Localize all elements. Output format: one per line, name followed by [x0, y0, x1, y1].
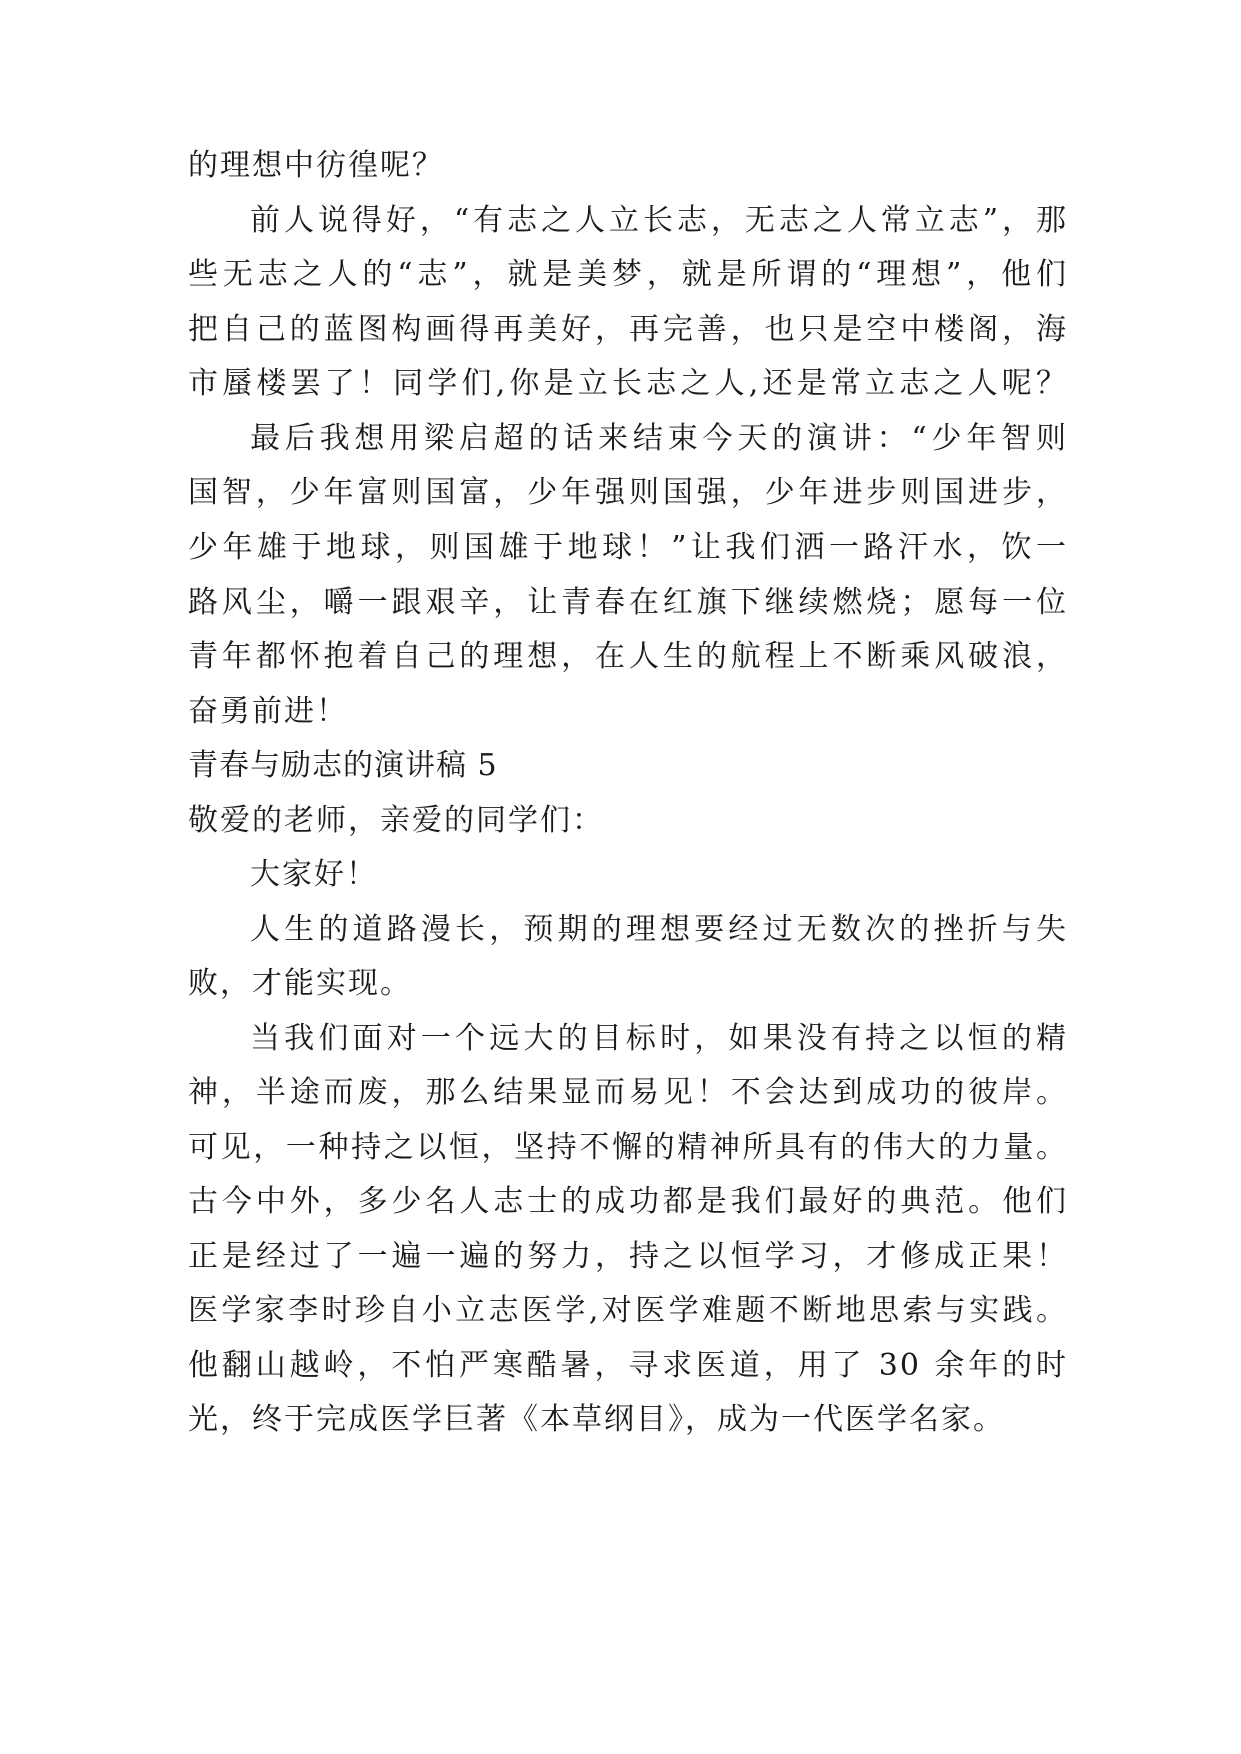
paragraph-line: 前人说得好，“有志之人立长志，无志之人常立志”，那 — [250, 203, 1068, 238]
paragraph-line: 人生的道路漫长，预期的理想要经过无数次的挫折与失 — [250, 912, 1068, 947]
paragraph-line: 些无志之人的“志”，就是美梦，就是所谓的“理想”，他们 — [188, 257, 1068, 292]
paragraph-line: 市蜃楼罢了！同学们,你是立长志之人,还是常立志之人呢？ — [188, 366, 1068, 401]
paragraph-line: 可见，一种持之以恒，坚持不懈的精神所具有的伟大的力量。 — [188, 1130, 1068, 1165]
paragraph-line: 把自己的蓝图构画得再美好，再完善，也只是空中楼阁，海 — [188, 312, 1068, 347]
paragraph-line: 当我们面对一个远大的目标时，如果没有持之以恒的精 — [250, 1021, 1068, 1056]
paragraph-line: 奋勇前进！ — [188, 694, 348, 729]
paragraph-line: 医学家李时珍自小立志医学,对医学难题不断地思索与实践。 — [188, 1293, 1068, 1328]
paragraph-line: 的理想中彷徨呢？ — [188, 148, 444, 183]
paragraph-line: 少年雄于地球，则国雄于地球！”让我们洒一路汗水，饮一 — [188, 530, 1068, 565]
paragraph-line: 国智，少年富则国富，少年强则国强，少年进步则国进步， — [188, 475, 1068, 510]
paragraph-line: 光，终于完成医学巨著《本草纲目》，成为一代医学名家。 — [188, 1402, 1005, 1437]
paragraph-line: 他翻山越岭，不怕严寒酷暑，寻求医道，用了 30 余年的时 — [188, 1348, 1068, 1383]
section-title: 青春与励志的演讲稿 5 — [188, 748, 498, 783]
paragraph-line: 正是经过了一遍一遍的努力，持之以恒学习，才修成正果！ — [188, 1239, 1068, 1274]
salutation: 敬爱的老师，亲爱的同学们： — [188, 803, 604, 838]
paragraph-line: 路风尘，嚼一跟艰辛，让青春在红旗下继续燃烧；愿每一位 — [188, 585, 1068, 620]
paragraph-line: 青年都怀抱着自己的理想，在人生的航程上不断乘风破浪， — [188, 639, 1068, 674]
paragraph-line: 败，才能实现。 — [188, 966, 412, 1001]
paragraph-line: 最后我想用梁启超的话来结束今天的演讲：“少年智则 — [250, 421, 1068, 456]
paragraph-line: 古今中外，多少名人志士的成功都是我们最好的典范。他们 — [188, 1184, 1068, 1219]
paragraph-line: 神，半途而废，那么结果显而易见！不会达到成功的彼岸。 — [188, 1075, 1068, 1110]
greeting: 大家好！ — [250, 857, 378, 892]
